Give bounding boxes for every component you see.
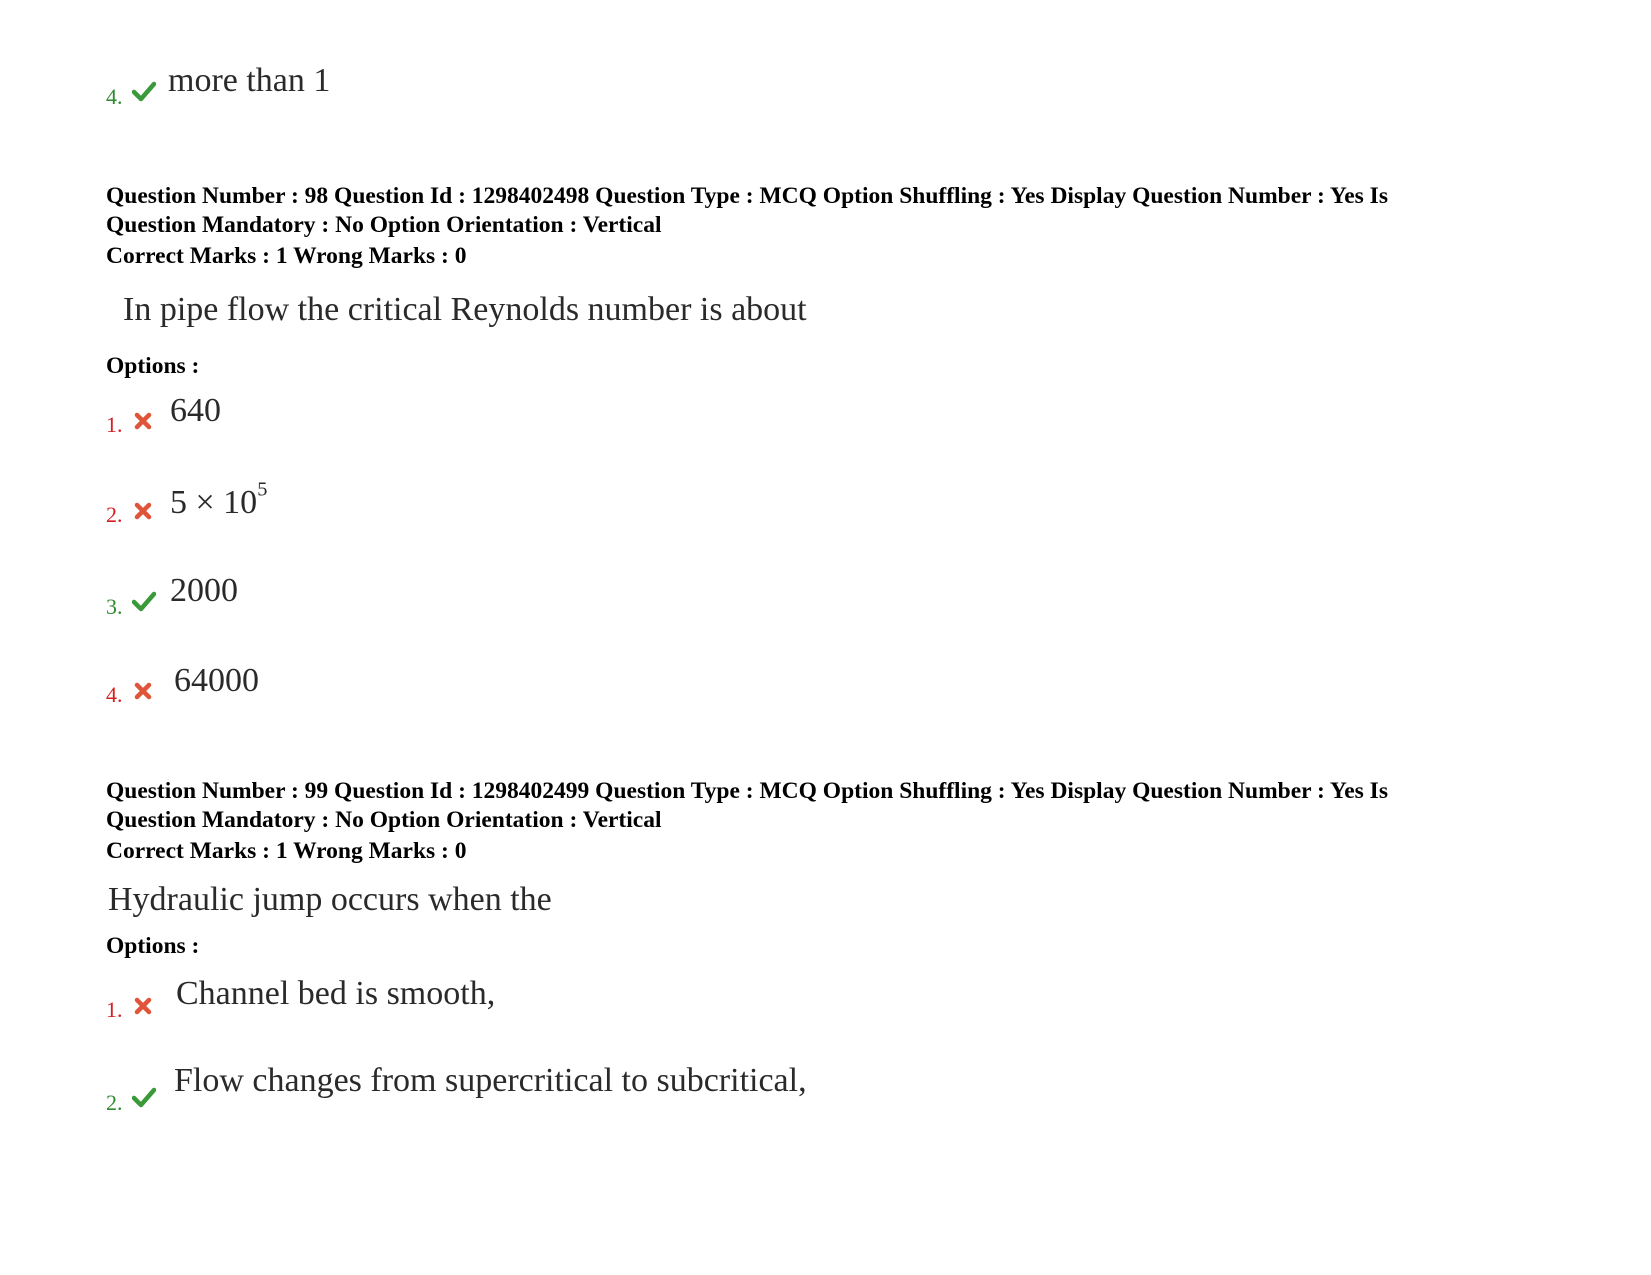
question-meta-line2: Question Mandatory : No Option Orientation : Vertical [106,212,662,238]
option-text: 2000 [170,572,238,609]
option-number: 1. [106,997,123,1022]
question-marks: Correct Marks : 1 Wrong Marks : 0 [106,838,467,864]
check-icon [132,1086,156,1113]
option-row [106,390,1206,450]
question-text: In pipe flow the critical Reynolds number is about [123,291,807,328]
option-text-exponent: 5 [257,478,268,501]
cross-icon [134,682,152,705]
options-label: Options : [106,933,200,959]
question-marks: Correct Marks : 1 Wrong Marks : 0 [106,243,467,269]
question-text: Hydraulic jump occurs when the [108,881,552,918]
question-meta [106,182,1546,240]
option-row [106,572,1206,632]
option-number: 4. [106,84,123,109]
question-meta-line1: Question Number : 99 Question Id : 1298402499 Question Type : MCQ Option Shuffling : Yes Display Question Number : Yes Is [106,778,1388,804]
options-label: Options : [106,353,200,379]
option-number: 4. [106,682,123,707]
option-row [106,662,1206,722]
cross-icon [134,412,152,435]
check-icon [132,80,156,107]
cross-icon [134,502,152,525]
option-text: 64000 [174,662,259,699]
option-number: 2. [106,1090,123,1115]
check-icon [132,590,156,617]
option-row [106,478,1206,544]
option-number: 2. [106,502,123,527]
option-row [106,62,1206,122]
question-meta [106,777,1546,835]
option-row [106,975,1206,1035]
cross-icon [134,997,152,1020]
question-meta-line2: Question Mandatory : No Option Orientation : Vertical [106,807,662,833]
option-row [106,1062,1206,1122]
option-text-base: 5 × 10 [170,484,258,521]
option-text: more than 1 [168,62,331,99]
option-number: 3. [106,594,123,619]
question-meta-line1: Question Number : 98 Question Id : 1298402498 Question Type : MCQ Option Shuffling : Yes Display Question Number : Yes Is [106,183,1388,209]
option-text: 640 [170,392,221,429]
option-text: Channel bed is smooth, [176,975,496,1012]
option-number: 1. [106,412,123,437]
option-text: Flow changes from supercritical to subcritical, [174,1062,807,1099]
option-text [170,478,268,522]
